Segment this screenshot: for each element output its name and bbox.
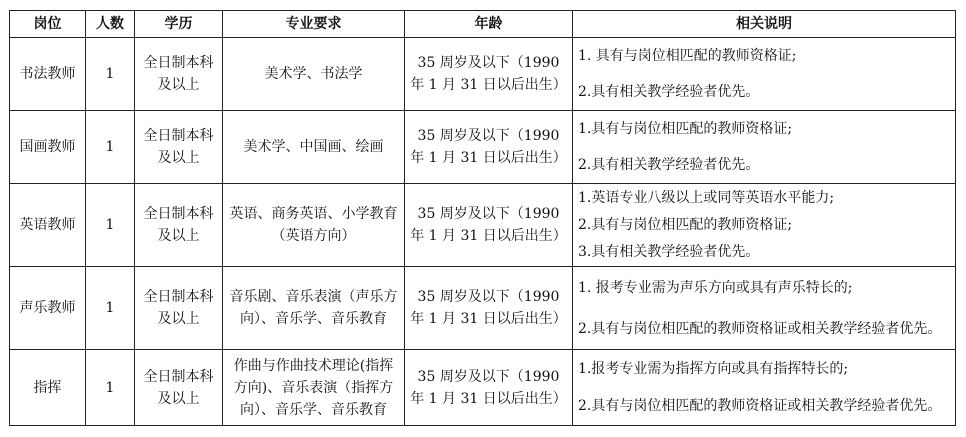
cell-education: 全日制本科及以上: [135, 184, 223, 267]
cell-position: 指挥: [10, 350, 86, 426]
note-line: 1.报考专业需为指挥方向或具有指挥特长的;: [578, 360, 849, 377]
note-line: 1. 具有与岗位相匹配的教师资格证;: [578, 48, 797, 64]
cell-education: 全日制本科及以上: [135, 267, 223, 350]
cell-notes: [573, 38, 956, 111]
cell-major: 美术学、中国画、绘画: [223, 111, 405, 184]
note-line: 1. 报考专业需为声乐方向或具有声乐特长的;: [578, 279, 853, 296]
header-education: 学历: [135, 11, 223, 38]
cell-position: 国画教师: [10, 111, 86, 184]
cell-notes: [573, 184, 956, 267]
cell-position: 英语教师: [10, 184, 86, 267]
cell-major: 音乐剧、音乐表演（声乐方向）、音乐学、音乐教育: [223, 267, 405, 350]
cell-position: 声乐教师: [10, 267, 86, 350]
note-line: 1.英语专业八级以上或同等英语水平能力;: [578, 189, 835, 206]
cell-age: 35 周岁及以下（1990 年 1 月 31 日以后出生）: [405, 267, 573, 350]
cell-count: 1: [86, 38, 135, 111]
cell-notes: [573, 267, 956, 350]
table-row: [10, 184, 956, 267]
cell-count: 1: [86, 111, 135, 184]
recruitment-table-container: [9, 10, 955, 426]
note-line: 1.具有与岗位相匹配的教师资格证;: [578, 121, 793, 137]
note-line: 2.具有与岗位相匹配的教师资格证或相关教学经验者优先。: [578, 320, 942, 337]
cell-major: 作曲与作曲技术理论(指挥方向)、音乐表演（指挥方向）、音乐学、音乐教育: [223, 350, 405, 426]
table-row: [10, 267, 956, 350]
table-row: [10, 38, 956, 111]
recruitment-table: [9, 10, 956, 426]
cell-age: 35 周岁及以下（1990 年 1 月 31 日以后出生）: [405, 350, 573, 426]
header-age: 年龄: [405, 11, 573, 38]
cell-education: 全日制本科及以上: [135, 350, 223, 426]
cell-position: 书法教师: [10, 38, 86, 111]
cell-education: 全日制本科及以上: [135, 38, 223, 111]
note-line: 2.具有与岗位相匹配的教师资格证或相关教学经验者优先。: [578, 398, 942, 415]
cell-count: 1: [86, 350, 135, 426]
cell-notes: [573, 111, 956, 184]
header-position: 岗位: [10, 11, 86, 38]
cell-major: 美术学、书法学: [223, 38, 405, 111]
cell-count: 1: [86, 184, 135, 267]
cell-notes: [573, 350, 956, 426]
cell-age: 35 周岁及以下（1990 年 1 月 31 日以后出生）: [405, 184, 573, 267]
cell-count: 1: [86, 267, 135, 350]
cell-age: 35 周岁及以下（1990 年 1 月 31 日以后出生）: [405, 111, 573, 184]
table-row: [10, 350, 956, 426]
table-header-row: [10, 11, 956, 38]
header-notes: 相关说明: [573, 11, 956, 38]
cell-age: 35 周岁及以下（1990 年 1 月 31 日以后出生）: [405, 38, 573, 111]
note-line: 3.具有相关教学经验者优先。: [578, 244, 760, 261]
header-count: 人数: [86, 11, 135, 38]
note-line: 2.具有与岗位相匹配的教师资格证;: [578, 216, 793, 233]
cell-major: 英语、商务英语、小学教育（英语方向）: [223, 184, 405, 267]
table-row: [10, 111, 956, 184]
note-line: 2.具有相关教学经验者优先。: [578, 157, 760, 173]
header-major: 专业要求: [223, 11, 405, 38]
note-line: 2.具有相关教学经验者优先。: [578, 84, 760, 100]
cell-education: 全日制本科及以上: [135, 111, 223, 184]
